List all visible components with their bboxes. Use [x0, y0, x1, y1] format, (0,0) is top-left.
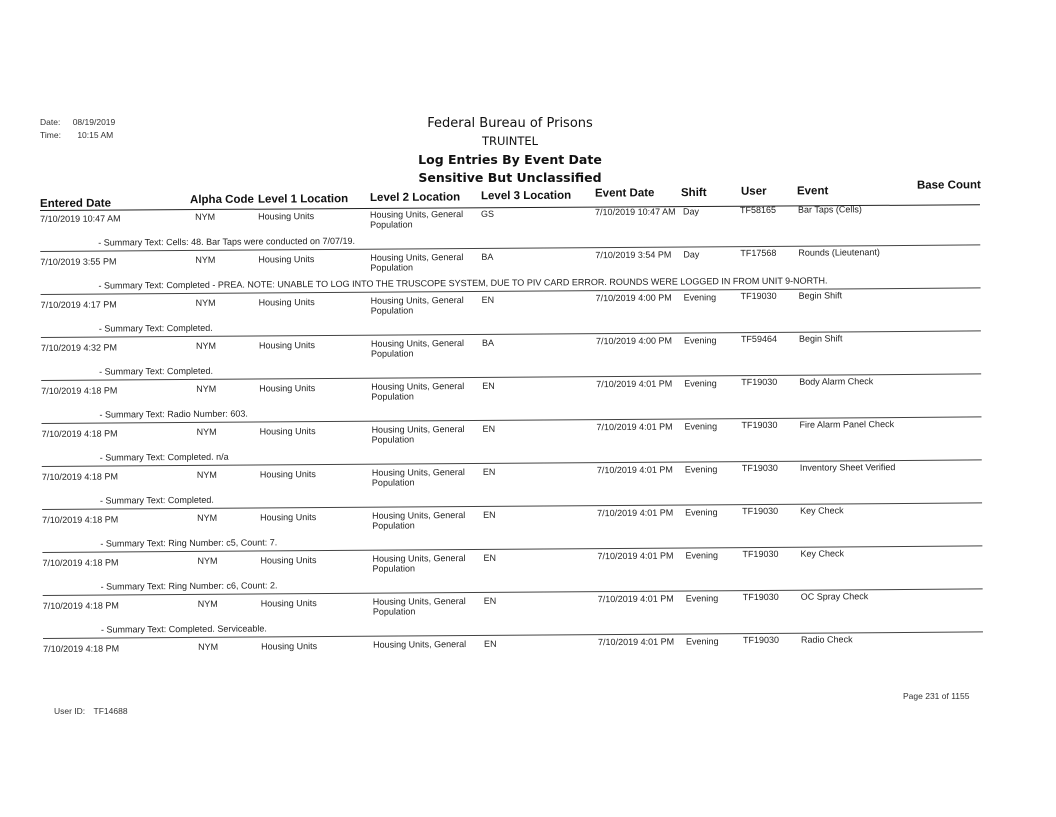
page-number: Page 231 of 1155 [903, 691, 970, 701]
level2-location: Housing Units, General Population [370, 338, 465, 359]
col-user: User [740, 185, 767, 198]
summary-text: - Summary Text: Completed - PREA. NOTE: UNABLE TO LOG INTO THE TRUSCOPE SYSTEM, DUE TO PIV CARD ERROR. ROUNDS WERE LOGGED IN FROM UNIT 9-NORTH. [98, 275, 828, 291]
event-name: OC Spray Check [800, 591, 869, 602]
shift: Evening [684, 421, 718, 432]
summary-text: - Summary Text: Ring Number: c6, Count: 2. [100, 580, 278, 592]
entered-date: 7/10/2019 10:47 AM [40, 213, 121, 224]
report-title: Log Entries By Event Date [418, 152, 602, 167]
footer-user [54, 706, 128, 716]
level1-location: Housing Units [259, 426, 316, 437]
log-entry [41, 289, 986, 339]
level3-location: EN [482, 380, 495, 391]
level1-location: Housing Units [258, 254, 315, 265]
alpha-code: NYM [198, 641, 219, 652]
event-name: Inventory Sheet Verified [799, 462, 896, 473]
shift: Evening [683, 292, 717, 303]
entered-date: 7/10/2019 4:17 PM [40, 299, 117, 310]
entered-date: 7/10/2019 4:18 PM [43, 643, 120, 654]
entered-date: 7/10/2019 4:32 PM [40, 342, 118, 353]
level2-location: Housing Units, General [373, 639, 467, 650]
event-date: 7/10/2019 3:54 PM [595, 249, 672, 261]
level2-location: Housing Units, General Population [372, 596, 466, 617]
level1-location: Housing Units [261, 641, 318, 652]
user-id: TF59464 [740, 333, 777, 345]
log-entry [43, 590, 988, 640]
user-id: TF58165 [739, 204, 777, 216]
shift: Evening [684, 378, 717, 389]
level2-location: Housing Units, General Population [371, 381, 465, 402]
col-event-date: Event Date [594, 187, 655, 200]
level3-location: EN [483, 552, 496, 563]
col-level3: Level 3 Location [480, 189, 572, 203]
log-entry [42, 504, 987, 554]
alpha-code: NYM [195, 340, 216, 351]
col-alpha-code: Alpha Code [189, 193, 254, 207]
col-base-count: Base Count [916, 179, 981, 192]
time-label: Time: [40, 130, 61, 140]
alpha-code: NYM [196, 469, 217, 480]
shift: Evening [683, 335, 717, 346]
event-date: 7/10/2019 4:01 PM [596, 378, 673, 390]
user-id-value: TF14688 [93, 706, 128, 716]
event-date: 7/10/2019 4:01 PM [596, 421, 673, 433]
event-date: 7/10/2019 4:01 PM [597, 593, 674, 605]
user-id: TF19030 [741, 419, 778, 431]
level1-location: Housing Units [258, 211, 315, 222]
level1-location: Housing Units [260, 598, 317, 609]
entered-date: 7/10/2019 3:55 PM [40, 256, 117, 267]
user-id: TF19030 [742, 634, 780, 646]
summary-text: - Summary Text: Ring Number: c5, Count: 7. [100, 537, 278, 549]
alpha-code: NYM [196, 426, 217, 437]
level2-location: Housing Units, General Population [372, 510, 466, 531]
alpha-code: NYM [197, 512, 218, 523]
level1-location: Housing Units [259, 469, 316, 480]
level3-location: BA [481, 337, 494, 348]
level3-location: GS [481, 208, 495, 219]
level3-location: EN [481, 294, 495, 305]
level3-location: EN [482, 423, 496, 434]
alpha-code: NYM [197, 555, 218, 566]
user-id: TF19030 [741, 376, 778, 388]
level2-location: Housing Units, General Population [370, 295, 464, 316]
alpha-code: NYM [195, 254, 216, 265]
entered-date: 7/10/2019 4:18 PM [42, 514, 119, 525]
log-entry [43, 633, 988, 683]
shift: Day [683, 249, 700, 260]
report-date [40, 117, 115, 127]
agency-title: Federal Bureau of Prisons [427, 116, 593, 131]
level3-location: BA [481, 251, 494, 262]
event-name: Rounds (Lieutenant) [798, 247, 880, 258]
entered-date: 7/10/2019 4:18 PM [42, 600, 119, 611]
level2-location: Housing Units, General Population [371, 424, 465, 445]
user-id: TF19030 [742, 548, 779, 560]
event-date: 7/10/2019 4:01 PM [597, 507, 674, 519]
log-entries [40, 203, 988, 683]
log-entry [42, 547, 987, 597]
level3-location: EN [483, 595, 497, 606]
event-name: Begin Shift [798, 333, 843, 344]
event-name: Key Check [800, 548, 844, 559]
user-id: TF19030 [742, 505, 779, 517]
level1-location: Housing Units [260, 512, 317, 523]
col-event: Event [796, 185, 829, 198]
shift: Evening [685, 636, 719, 647]
user-id: TF19030 [740, 290, 777, 302]
entered-date: 7/10/2019 4:18 PM [41, 385, 118, 396]
event-name: Radio Check [800, 634, 853, 645]
shift: Evening [685, 593, 719, 604]
summary-text: - Summary Text: Completed. [99, 365, 214, 377]
level2-location: Housing Units, General Population [370, 252, 464, 273]
shift: Evening [685, 507, 718, 518]
level3-location: EN [483, 509, 496, 520]
event-name: Body Alarm Check [799, 376, 874, 387]
log-entry [42, 461, 987, 511]
col-level1: Level 1 Location [257, 193, 349, 206]
user-id: TF19030 [742, 591, 779, 603]
level1-location: Housing Units [258, 297, 315, 308]
event-date: 7/10/2019 4:00 PM [595, 292, 672, 304]
date-label: Date: [40, 117, 61, 127]
entered-date: 7/10/2019 4:18 PM [41, 428, 118, 439]
summary-text: - Summary Text: Radio Number: 603. [99, 408, 248, 420]
event-date: 7/10/2019 4:01 PM [597, 550, 674, 562]
shift: Evening [685, 550, 718, 561]
event-name: Key Check [800, 505, 844, 516]
event-date: 7/10/2019 4:00 PM [595, 335, 673, 347]
event-date: 7/10/2019 10:47 AM [594, 206, 676, 218]
log-entry [40, 246, 985, 296]
alpha-code: NYM [195, 211, 216, 222]
level3-location: EN [484, 638, 497, 649]
event-name: Bar Taps (Cells) [797, 204, 862, 215]
user-id-label: User ID: [54, 706, 86, 716]
summary-text: - Summary Text: Completed. n/a [99, 451, 229, 463]
shift: Day [682, 206, 700, 217]
event-name: Begin Shift [798, 290, 843, 301]
entered-date: 7/10/2019 4:18 PM [42, 557, 119, 568]
summary-text: - Summary Text: Cells: 48. Bar Taps were conducted on 7/07/19. [98, 235, 356, 248]
shift: Evening [684, 464, 718, 475]
level2-location: Housing Units, General Population [371, 467, 465, 488]
col-level2: Level 2 Location [369, 191, 461, 204]
date-value: 08/19/2019 [72, 117, 116, 127]
entered-date: 7/10/2019 4:18 PM [41, 471, 118, 482]
level1-location: Housing Units [259, 383, 316, 394]
level1-location: Housing Units [260, 555, 317, 566]
level2-location: Housing Units, General Population [370, 209, 464, 230]
level3-location: EN [482, 466, 496, 477]
summary-text: - Summary Text: Completed. Serviceable. [100, 623, 267, 635]
summary-text: - Summary Text: Completed. [99, 494, 214, 506]
event-date: 7/10/2019 4:01 PM [597, 636, 675, 648]
summary-text: - Summary Text: Completed. [98, 322, 213, 334]
log-entry [41, 375, 986, 425]
event-name: Fire Alarm Panel Check [799, 419, 895, 430]
system-title: TRUINTEL [481, 134, 539, 148]
report-time [40, 130, 113, 140]
level1-location: Housing Units [258, 340, 316, 351]
time-value: 10:15 AM [77, 130, 114, 140]
log-entry [41, 332, 986, 382]
alpha-code: NYM [196, 383, 217, 394]
log-entry [40, 203, 985, 253]
log-entry [42, 418, 987, 468]
alpha-code: NYM [195, 297, 216, 308]
classification-label: Sensitive But Unclassified [418, 170, 602, 185]
user-id: TF17568 [740, 247, 777, 259]
col-shift: Shift [680, 186, 707, 200]
user-id: TF19030 [741, 462, 778, 474]
alpha-code: NYM [197, 598, 218, 609]
level2-location: Housing Units, General Population [372, 553, 466, 574]
event-date: 7/10/2019 4:01 PM [596, 464, 673, 476]
col-entered-date: Entered Date [40, 197, 112, 210]
